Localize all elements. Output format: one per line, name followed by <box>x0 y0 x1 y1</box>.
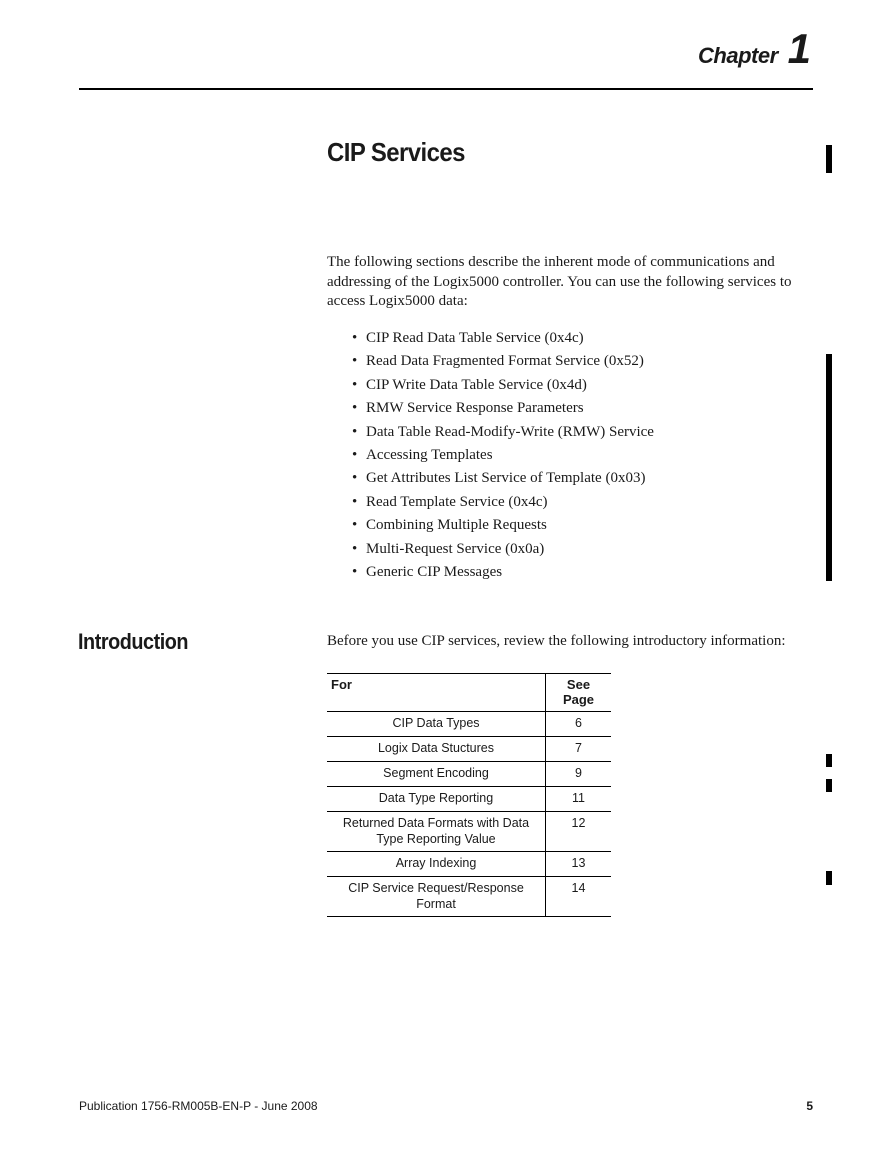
list-item: • Read Data Fragmented Format Service (0x52) <box>352 350 654 373</box>
list-item: • CIP Write Data Table Service (0x4d) <box>352 374 654 397</box>
table-cell-page: 13 <box>546 852 612 877</box>
table-row <box>327 762 611 787</box>
table-cell-topic: CIP Data Types <box>327 712 546 737</box>
list-item: • Generic CIP Messages <box>352 561 654 584</box>
table-cell-topic: Array Indexing <box>327 852 546 877</box>
change-bar <box>826 779 832 792</box>
table-cell-topic: Segment Encoding <box>327 762 546 787</box>
table-cell-page: 9 <box>546 762 612 787</box>
change-bar <box>826 354 832 581</box>
list-item: • Get Attributes List Service of Template (0x03) <box>352 467 654 490</box>
bullet-icon: • <box>352 493 358 510</box>
list-item: • CIP Read Data Table Service (0x4c) <box>352 327 654 350</box>
list-item: • Accessing Templates <box>352 444 654 467</box>
chapter-heading <box>698 25 811 72</box>
table-cell-topic: Returned Data Formats with Data Type Reporting Value <box>327 812 546 852</box>
list-item: • Read Template Service (0x4c) <box>352 491 654 514</box>
list-item: • Data Table Read-Modify-Write (RMW) Service <box>352 421 654 444</box>
table-cell-topic: Logix Data Stuctures <box>327 737 546 762</box>
change-bar <box>826 145 832 173</box>
services-list <box>352 327 654 584</box>
section-heading-introduction: Introduction <box>78 629 189 654</box>
table-row <box>327 852 611 877</box>
bullet-icon: • <box>352 330 358 346</box>
table-row <box>327 787 611 812</box>
column-header-page: See Page <box>546 674 612 712</box>
table-cell-page: 6 <box>546 712 612 737</box>
footer-publication: Publication 1756-RM005B-EN-P - June 2008 <box>79 1099 318 1113</box>
bullet-icon: • <box>352 563 358 580</box>
list-item: • RMW Service Response Parameters <box>352 397 654 420</box>
reference-table <box>327 673 611 917</box>
list-item: • Combining Multiple Requests <box>352 514 654 537</box>
change-bar <box>826 754 832 767</box>
table-row <box>327 737 611 762</box>
table-header-row <box>327 674 611 712</box>
bullet-icon: • <box>352 470 358 487</box>
table-cell-page: 12 <box>546 812 612 852</box>
chapter-divider <box>79 88 813 90</box>
table-cell-page: 7 <box>546 737 612 762</box>
table-row <box>327 712 611 737</box>
bullet-icon: • <box>352 376 358 393</box>
footer-page-number: 5 <box>806 1099 813 1113</box>
bullet-icon: • <box>352 517 358 534</box>
bullet-icon: • <box>352 423 358 440</box>
change-bar <box>826 871 832 885</box>
bullet-icon: • <box>352 446 358 463</box>
bullet-icon: • <box>352 540 358 557</box>
introduction-lead: Before you use CIP services, review the following introductory information: <box>327 633 786 649</box>
table-cell-topic: Data Type Reporting <box>327 787 546 812</box>
page-title: CIP Services <box>327 137 465 167</box>
chapter-number: 1 <box>787 25 811 72</box>
table-cell-page: 14 <box>546 877 612 917</box>
table-row <box>327 812 611 852</box>
column-header-for: For <box>327 674 546 712</box>
table-cell-topic: CIP Service Request/Response Format <box>327 877 546 917</box>
table-row <box>327 877 611 917</box>
intro-paragraph: The following sections describe the inherent mode of communications and addressing of the Logix5000 controller. You can use the following services to access Logix5000 data: <box>327 254 792 309</box>
bullet-icon: • <box>352 400 358 417</box>
bullet-icon: • <box>352 353 358 370</box>
table-cell-page: 11 <box>546 787 612 812</box>
list-item: • Multi-Request Service (0x0a) <box>352 538 654 561</box>
chapter-label: Chapter <box>698 43 778 68</box>
